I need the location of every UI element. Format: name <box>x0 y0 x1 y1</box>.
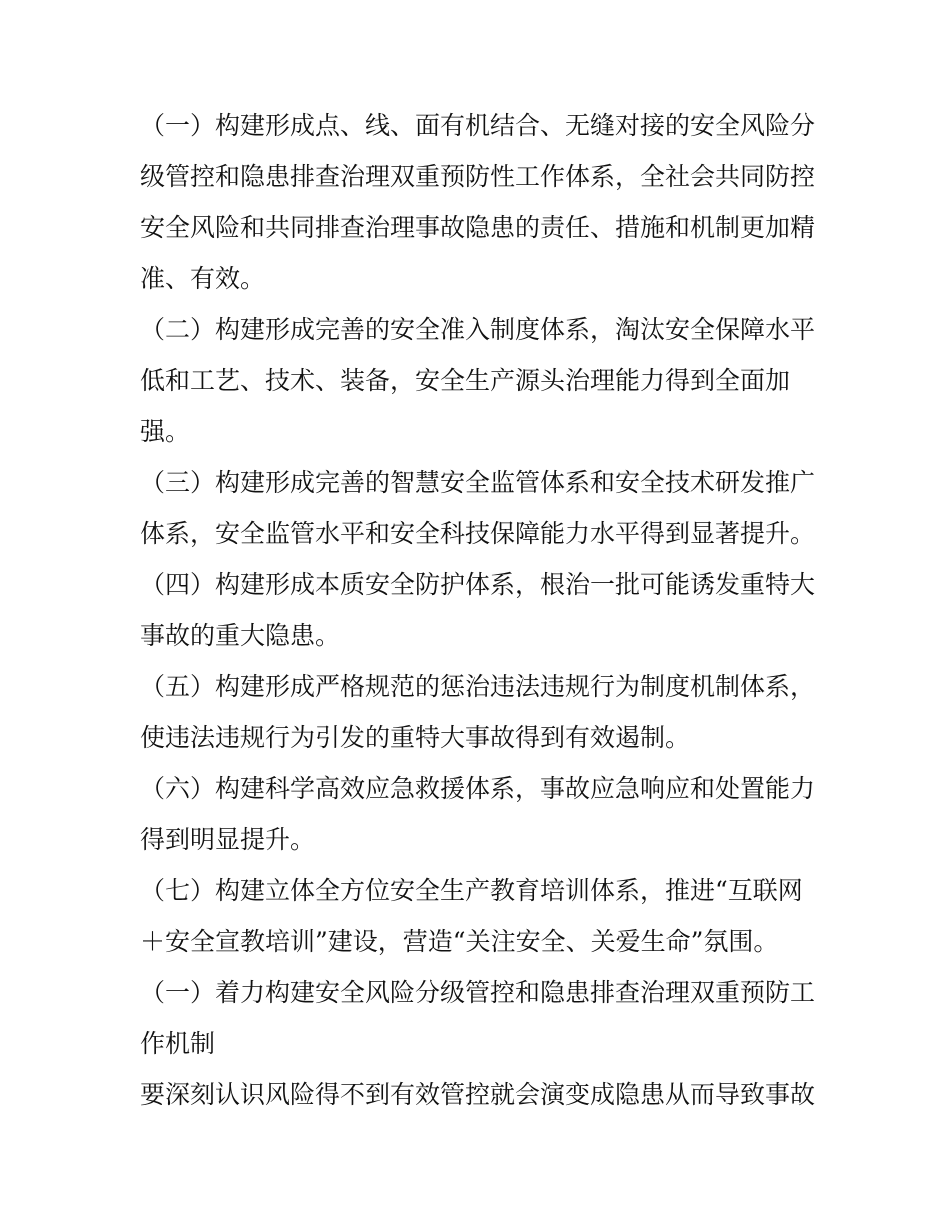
paragraph-goal-5 <box>140 661 820 763</box>
text-line: 级管控和隐患排查治理双重预防性工作体系，全社会共同防控 <box>140 162 816 191</box>
text-line: 得到明显提升。 <box>140 825 316 854</box>
paragraph-goal-6 <box>140 763 820 865</box>
text-line: 准、有效。 <box>140 264 266 293</box>
paragraph-goal-7 <box>140 865 820 967</box>
paragraph-goal-4 <box>140 559 820 661</box>
section-heading <box>140 967 820 1069</box>
paragraph-goal-1 <box>140 100 820 304</box>
text-line: （三）构建形成完善的智慧安全监管体系和安全技术研发推广 <box>140 468 816 497</box>
text-line: 事故的重大隐患。 <box>140 621 341 650</box>
text-line: （二）构建形成完善的安全准入制度体系，淘汰安全保障水平 <box>140 315 816 344</box>
text-line: 体系，安全监管水平和安全科技保障能力水平得到显著提升。 <box>140 519 816 548</box>
body-paragraph <box>140 1069 820 1120</box>
text-line: （五）构建形成严格规范的惩治违法违规行为制度机制体系， <box>140 672 816 701</box>
text-line: 要深刻认识风险得不到有效管控就会演变成隐患从而导致事故 <box>140 1080 816 1109</box>
text-line: 强。 <box>140 417 191 446</box>
document-page <box>140 100 820 1120</box>
text-line: 安全风险和共同排查治理事故隐患的责任、措施和机制更加精 <box>140 213 816 242</box>
text-line: （四）构建形成本质安全防护体系，根治一批可能诱发重特大 <box>140 570 816 599</box>
paragraph-goal-2 <box>140 304 820 457</box>
text-line: （一）构建形成点、线、面有机结合、无缝对接的安全风险分 <box>140 111 816 140</box>
text-line: 低和工艺、技术、装备，安全生产源头治理能力得到全面加 <box>140 366 791 395</box>
text-line: ＋安全宣教培训”建设，营造“关注安全、关爱生命”氛围。 <box>140 927 779 956</box>
text-line: （七）构建立体全方位安全生产教育培训体系，推进“互联网 <box>140 876 803 905</box>
text-line: （一）着力构建安全风险分级管控和隐患排查治理双重预防工 <box>140 978 816 1007</box>
text-line: （六）构建科学高效应急救援体系，事故应急响应和处置能力 <box>140 774 816 803</box>
text-line: 作机制 <box>140 1029 216 1058</box>
paragraph-goal-3 <box>140 457 820 559</box>
text-line: 使违法违规行为引发的重特大事故得到有效遏制。 <box>140 723 691 752</box>
